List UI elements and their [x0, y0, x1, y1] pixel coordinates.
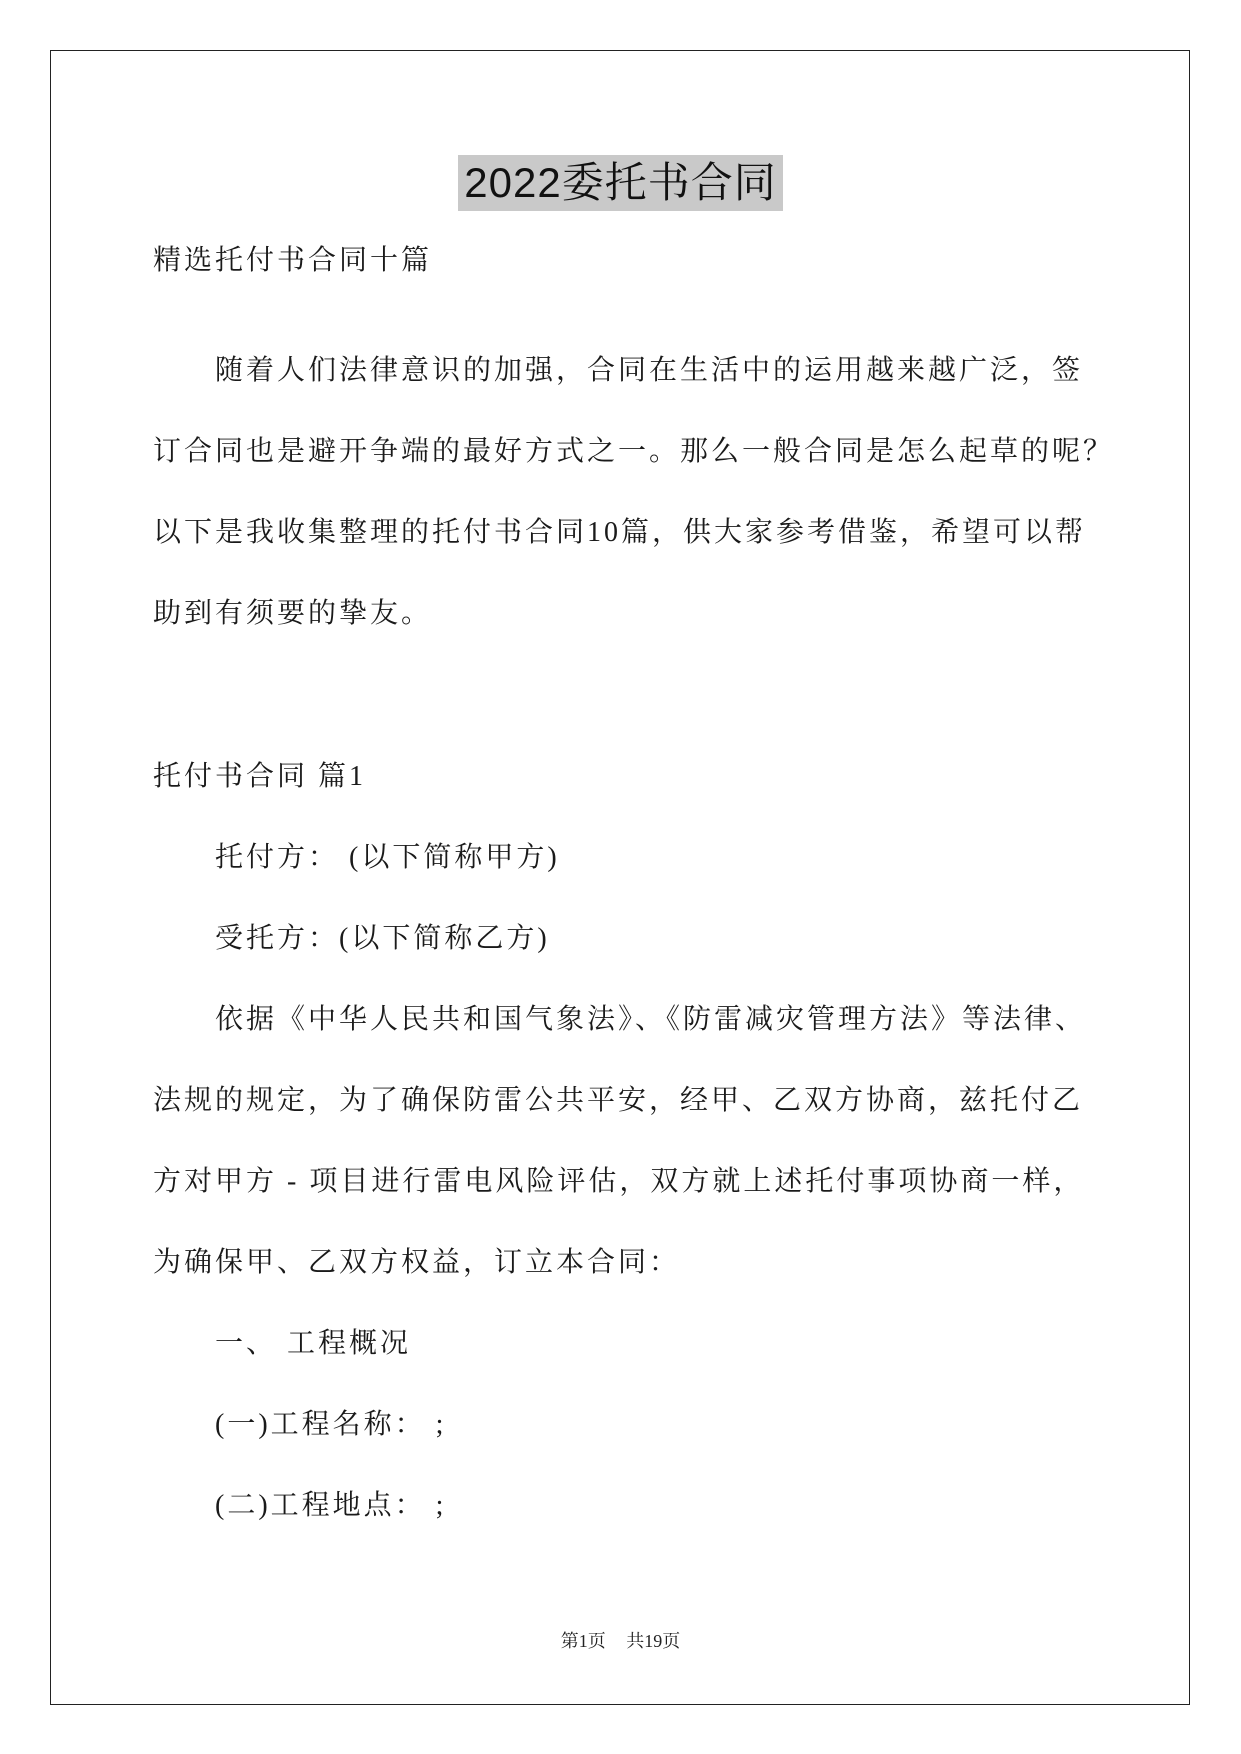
- intro-line: 以下是我收集整理的托付书合同10篇，供大家参考借鉴，希望可以帮: [153, 517, 1087, 548]
- body-line: 为确保甲、乙双方权益，订立本合同：: [153, 1247, 681, 1278]
- body-line: 依据《中华人民共和国气象法》、《防雷减灾管理方法》等法律、: [215, 1004, 1087, 1035]
- page-number-current: 第1页: [560, 1631, 606, 1651]
- section-heading: 托付书合同 篇1: [153, 761, 367, 792]
- intro-line: 订合同也是避开争端的最好方式之一。那么一般合同是怎么起草的呢？: [153, 436, 1115, 467]
- document-subtitle: 精选托付书合同十篇: [153, 245, 433, 276]
- intro-line: 助到有须要的挚友。: [153, 598, 433, 629]
- document-title: 2022委托书合同: [458, 155, 782, 211]
- page-footer: [0, 1628, 1241, 1654]
- body-line-principal: 托付方： (以下简称甲方): [215, 842, 560, 873]
- page-number-total: 共19页: [626, 1631, 681, 1651]
- intro-line: 随着人们法律意识的加强，合同在生活中的运用越来越广泛，签: [215, 355, 1084, 386]
- document-body: [153, 220, 1173, 1546]
- clause-heading: 一、 工程概况: [215, 1328, 412, 1359]
- title-container: [0, 155, 1241, 211]
- clause-item-project-location: (二)工程地点： ;: [215, 1490, 447, 1521]
- body-line-agent: 受托方：(以下简称乙方): [215, 923, 550, 954]
- body-line: 法规的规定，为了确保防雷公共平安，经甲、乙双方协商，兹托付乙: [153, 1085, 1084, 1116]
- body-line: 方对甲方 - 项目进行雷电风险评估，双方就上述托付事项协商一样，: [153, 1166, 1085, 1197]
- clause-item-project-name: (一)工程名称： ;: [215, 1409, 447, 1440]
